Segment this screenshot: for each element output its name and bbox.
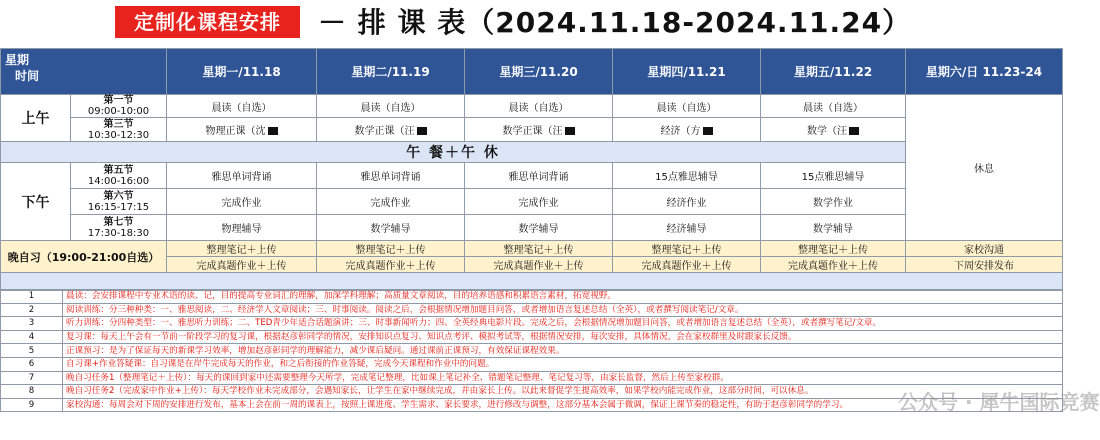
schedule-cell: 数学作业	[761, 189, 906, 215]
weekend-evening-cell: 家校沟通	[906, 241, 1063, 257]
period-time: 09:00-10:00	[87, 106, 150, 117]
evening-cell: 完成真题作业＋上传	[465, 257, 613, 273]
schedule-cell: 晨读（自选）	[317, 95, 465, 118]
schedule-cell: 15点雅思辅导	[613, 163, 761, 189]
day-header-tue: 星期二/11.19	[317, 49, 465, 95]
schedule-table	[0, 48, 1063, 241]
schedule-cell: 数学辅导	[317, 215, 465, 241]
note-text: 晨读：会安排课程中专业术语的读、记，目的提高专业词汇的理解，加深学科理解；高质量文章阅读，目的培养语感和积累语言素材，拓宽视野。	[63, 290, 1063, 304]
note-row	[1, 357, 1063, 371]
note-row	[1, 330, 1063, 344]
evening-cell: 整理笔记＋上传	[613, 241, 761, 257]
note-row	[1, 371, 1063, 385]
note-number: 1	[1, 290, 63, 304]
note-number: 2	[1, 303, 63, 317]
note-text: 复习课：每天上午会有一节前一阶段学习的复习课，根据赵彦彰同学的情况，安排知识点复习、知识点考评、模拟考试等，根据情况安排，每次安排，具体情况，会在家校群里及时跟家长反馈。	[63, 330, 1063, 344]
corner-time-label: 时间	[15, 69, 40, 83]
schedule-title: － 排 课 表（2024.11.18-2024.11.24）	[318, 6, 912, 39]
schedule-cell: 晨读（自选）	[167, 95, 317, 118]
schedule-cell: 完成作业	[167, 189, 317, 215]
note-text: 自习课+作业答疑课：自习课是在岸牛完成每天的作业，和之后衔接的作业答疑，完成今天课程和作业中的问题。	[63, 357, 1063, 371]
wechat-watermark: 公众号 · 犀牛国际竞赛	[898, 390, 1100, 414]
redaction-mark	[565, 127, 575, 135]
note-row	[1, 290, 1063, 304]
note-text: 听力训练：分四种类型：一、雅思听力训练；二、TED青少年适合话题演讲；三、时事新闻听力；四、全英经典电影片段。完成之后，会根据情况增加题目问答，或者增加语言复述总结（全英），或者撰写笔记/文章。	[63, 317, 1063, 331]
schedule-cell: 晨读（自选）	[465, 95, 613, 118]
note-text: 晚自习任务1（整理笔记＋上传）：每天的课回到家中还需要整理今天所学，完成笔记整理，比如课上笔记补全、错题笔记整理、笔记复习等，由家长监督，然后上传至家校群。	[63, 371, 1063, 385]
day-header-mon: 星期一/11.18	[167, 49, 317, 95]
schedule-cell	[761, 118, 906, 142]
redaction-mark	[268, 127, 278, 135]
schedule-cell: 晨读（自选）	[613, 95, 761, 118]
schedule-cell	[613, 118, 761, 142]
schedule-cell: 完成作业	[465, 189, 613, 215]
note-number: 7	[1, 371, 63, 385]
morning-label: 上午	[1, 95, 71, 142]
evening-cell: 整理笔记＋上传	[465, 241, 613, 257]
title-bar	[0, 0, 1065, 48]
evening-cell: 整理笔记＋上传	[317, 241, 465, 257]
weekend-evening-cell: 下周安排发布	[906, 257, 1063, 273]
schedule-cell-text: 数学（汪	[807, 126, 847, 137]
weekend-rest-cell: 休息	[906, 95, 1063, 241]
evening-cell: 完成真题作业＋上传	[167, 257, 317, 273]
period-cell	[71, 95, 167, 118]
schedule-cell: 物理辅导	[167, 215, 317, 241]
period-cell	[71, 215, 167, 241]
note-text: 正课预习：是为了保证每天的新课学习效率，增加赵彦彰同学的理解能力，减少课后疑问。通过课前正课预习，有效保证课程效果。	[63, 344, 1063, 358]
custom-course-tag: 定制化课程安排	[115, 6, 300, 38]
note-number: 5	[1, 344, 63, 358]
schedule-cell: 经济辅导	[613, 215, 761, 241]
day-header-wed: 星期三/11.20	[465, 49, 613, 95]
note-number: 6	[1, 357, 63, 371]
period-cell	[71, 189, 167, 215]
period-time: 10:30-12:30	[87, 129, 150, 141]
corner-day-label: 星期	[5, 53, 30, 67]
evening-cell: 完成真题作业＋上传	[317, 257, 465, 273]
period-time: 17:30-18:30	[87, 227, 150, 239]
period-name: 第五节	[103, 164, 134, 176]
evening-study-label: 晚自习（19:00-21:00自选）	[1, 241, 167, 273]
schedule-cell-text: 数学正课（汪	[354, 126, 415, 137]
schedule-cell: 15点雅思辅导	[761, 163, 906, 189]
schedule-cell: 经济作业	[613, 189, 761, 215]
evening-cell: 整理笔记＋上传	[761, 241, 906, 257]
schedule-cell: 雅思单词背诵	[317, 163, 465, 189]
schedule-cell: 晨读（自选）	[761, 95, 906, 118]
note-number: 9	[1, 398, 63, 412]
separator-row	[1, 273, 1063, 291]
day-header-fri: 星期五/11.22	[761, 49, 906, 95]
period-name: 第一节	[103, 95, 134, 106]
note-number: 4	[1, 330, 63, 344]
period-name: 第七节	[103, 216, 134, 228]
schedule-cell: 雅思单词背诵	[167, 163, 317, 189]
redaction-mark	[703, 127, 713, 135]
schedule-cell: 雅思单词背诵	[465, 163, 613, 189]
schedule-cell: 完成作业	[317, 189, 465, 215]
evening-table	[0, 240, 1063, 291]
note-row	[1, 303, 1063, 317]
period-name: 第六节	[103, 190, 134, 202]
note-number: 8	[1, 385, 63, 399]
period-name: 第三节	[103, 118, 134, 130]
schedule-cell: 数学辅导	[761, 215, 906, 241]
schedule-cell: 数学辅导	[465, 215, 613, 241]
period-cell	[71, 118, 167, 142]
corner-header	[1, 49, 167, 95]
afternoon-label: 下午	[1, 163, 71, 241]
evening-cell: 完成真题作业＋上传	[613, 257, 761, 273]
redaction-mark	[849, 127, 859, 135]
schedule-cell	[317, 118, 465, 142]
schedule-cell-text: 数学正课（汪	[502, 126, 563, 137]
note-text: 家校沟通：每周会对下周的安排进行发布，基本上会在前一周的课表上，按照上课进度、学生需求、家长要求，进行修改与调整，这部分基本会属于微调，保证上课节奏的稳定性，有助于赵彦彰同学的学习。	[63, 398, 1063, 412]
note-text: 晚自习任务2（完成家中作业+上传）：每天学校作业未完成部分，会遇知家长，让学生在家中继续完成，并由家长上传。以此来督促学生提高效率，如果学校内能完成作业，这部分时间，可以休息。	[63, 385, 1063, 399]
day-header-thu: 星期四/11.21	[613, 49, 761, 95]
schedule-cell	[465, 118, 613, 142]
day-header-weekend: 星期六/日 11.23-24	[906, 49, 1063, 95]
period-time: 14:00-16:00	[87, 175, 150, 187]
note-row	[1, 317, 1063, 331]
redaction-mark	[417, 127, 427, 135]
note-number: 3	[1, 317, 63, 331]
evening-cell: 完成真题作业＋上传	[761, 257, 906, 273]
lunch-break-row: 午 餐＋午 休	[1, 142, 906, 163]
schedule-cell-text: 物理正课（沈	[205, 126, 266, 137]
evening-cell: 整理笔记＋上传	[167, 241, 317, 257]
note-row	[1, 344, 1063, 358]
note-text: 阅读训练：分三种种类：一、雅思阅读，二、经济学人文章阅读；三、时事阅读。阅读之后，会根据情况增加题目问答，或者增加语言复述总结（全英），或者撰写阅读笔记/文章。	[63, 303, 1063, 317]
period-time: 16:15-17:15	[87, 201, 150, 213]
period-cell	[71, 163, 167, 189]
schedule-cell-text: 经济（方	[660, 126, 701, 137]
schedule-cell	[167, 118, 317, 142]
